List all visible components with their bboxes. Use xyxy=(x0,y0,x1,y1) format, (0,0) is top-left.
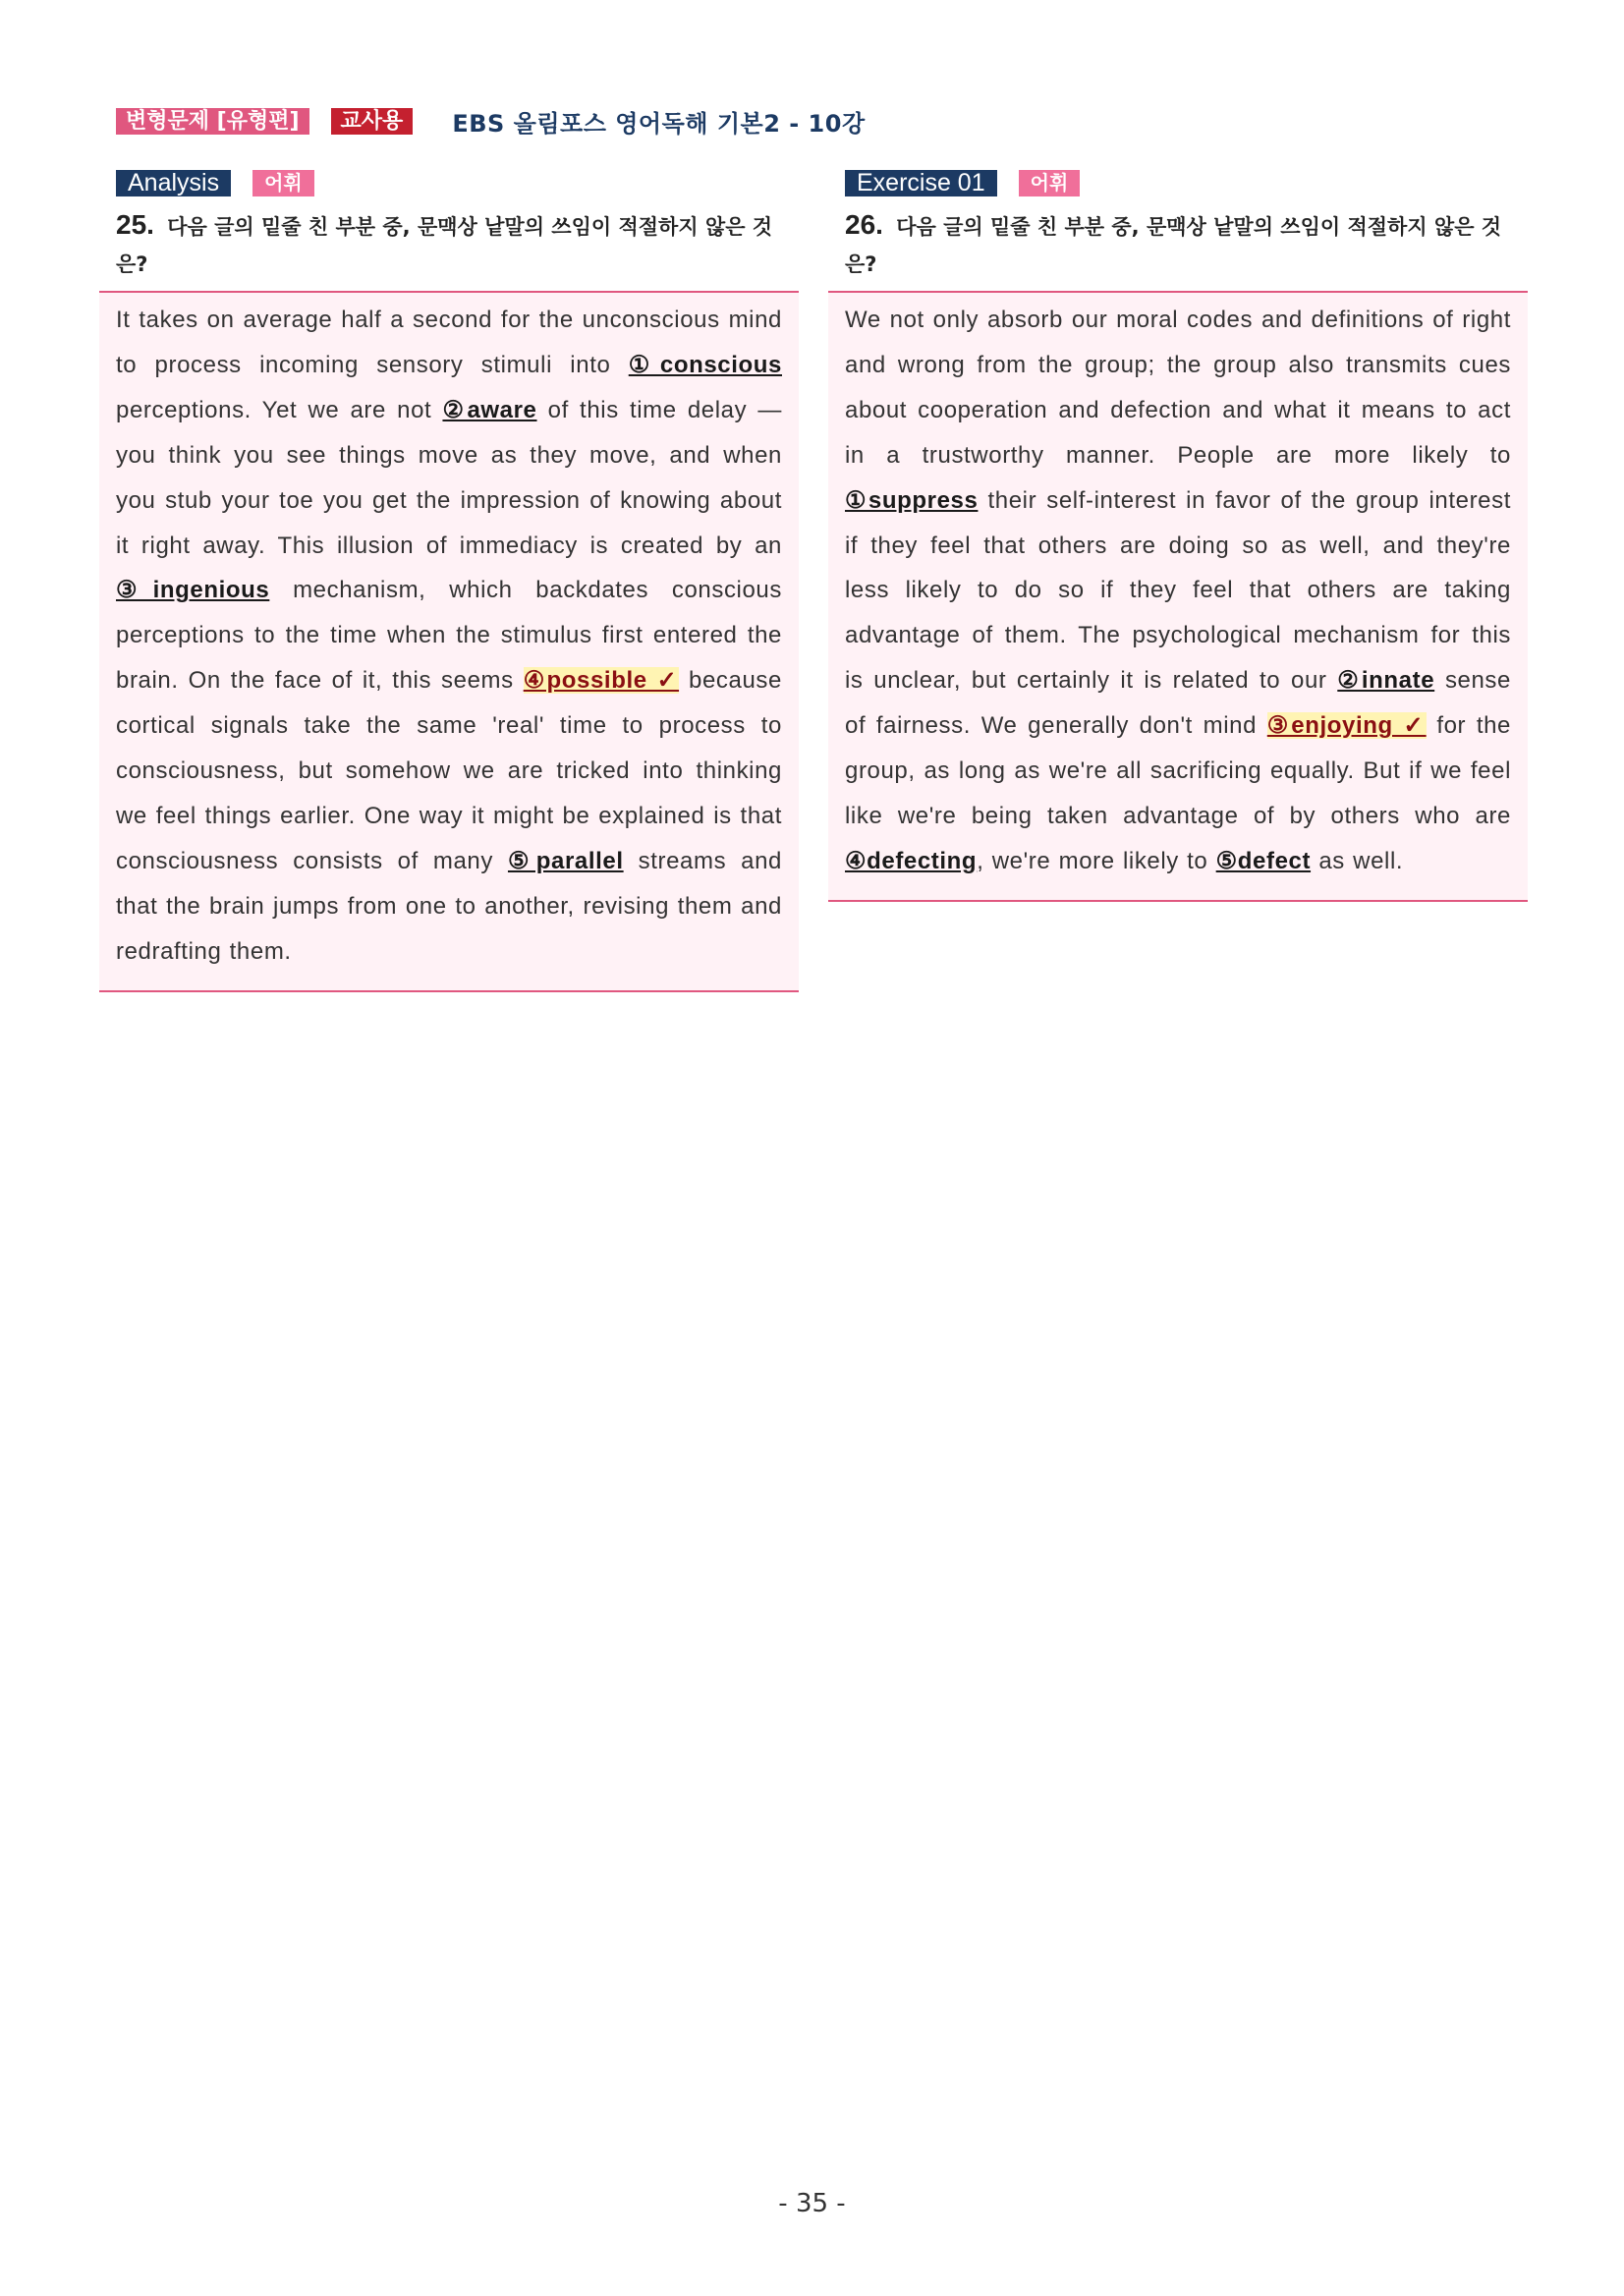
underlined-word: ③ingenious xyxy=(116,577,270,604)
answer-underlined-word: ④possible ✓ xyxy=(523,667,680,695)
teacher-edition-tag: 교사용 xyxy=(331,108,414,135)
passage-text xyxy=(116,298,782,975)
underlined-word: ⑤parallel xyxy=(507,847,624,874)
passage-box xyxy=(828,291,1528,902)
passage-segment: We not only absorb our moral codes and definitions of right and wrong from the group; the group also transmits cues about cooperation and defection and what it means to act in a trustworthy manner. People are more likely to xyxy=(845,307,1511,469)
passage-segment: sense of fairness. We generally don't mind xyxy=(845,667,1511,740)
question-number: 25. xyxy=(116,209,154,240)
passage-segment: mechanism, which backdates conscious perceptions to the time when the stimulus first entered the brain. On the face of it, this seems xyxy=(116,577,782,695)
question-26-column xyxy=(828,169,1528,902)
underlined-word: ①conscious xyxy=(628,351,782,378)
question-prompt xyxy=(845,206,1528,281)
passage-segment: for the group, as long as we're all sacrificing equally. But if we feel like we're being taken advantage of by others who are xyxy=(845,712,1511,829)
question-text: 다음 글의 밑줄 친 부분 중, 문맥상 낱말의 쓰임이 적절하지 않은 것은? xyxy=(116,215,773,276)
question-prompt xyxy=(116,206,799,281)
underlined-word: ②innate xyxy=(1337,667,1435,695)
passage-segment: perceptions. Yet we are not xyxy=(116,396,443,423)
section-labels xyxy=(845,169,1528,196)
question-25-column xyxy=(99,169,799,992)
answer-underlined-word: ③enjoying ✓ xyxy=(1266,712,1427,740)
underlined-word: ⑤defect xyxy=(1215,847,1312,874)
passage-segment: of this time delay — you think you see things move as they move, and when you stub your toe you get the impression of knowing about it right away. This illusion of immediacy is created by an xyxy=(116,396,782,559)
passage-segment: their self-interest in favor of the group interest if they feel that others are doing so as well, and they're less likely to do so if they feel that others are taking advantage of them. The psychological mechanism for this is unclear, but certainly it is related to our xyxy=(845,486,1511,695)
passage-segment: because cortical signals take the same 'real' time to process to consciousness, but somehow we are tricked into thinking we feel things earlier. One way it might be explained is that consciousness consists of many xyxy=(116,667,782,874)
page-header xyxy=(116,106,866,136)
underlined-word: ④defecting xyxy=(845,847,978,874)
passage-text xyxy=(845,298,1511,884)
passage-segment: streams and that the brain jumps from one to another, revising them and redrafting them. xyxy=(116,847,782,965)
underlined-word: ①suppress xyxy=(845,486,979,514)
variant-problem-tag: 변형문제 [유형편] xyxy=(116,108,309,135)
series-title: EBS 올림포스 영어독해 기본2 - 10강 xyxy=(452,109,866,138)
question-text: 다음 글의 밑줄 친 부분 중, 문맥상 낱말의 쓰임이 적절하지 않은 것은? xyxy=(845,215,1502,276)
exercise-label: Exercise 01 xyxy=(845,170,997,196)
underlined-word: ②aware xyxy=(442,396,537,423)
vocabulary-label: 어휘 xyxy=(252,170,314,196)
passage-box xyxy=(99,291,799,992)
question-number: 26. xyxy=(845,209,883,240)
passage-segment: It takes on average half a second for the unconscious mind to process incoming sensory stimuli into xyxy=(116,307,782,378)
vocabulary-label: 어휘 xyxy=(1019,170,1081,196)
section-labels xyxy=(116,169,799,196)
passage-segment: as well. xyxy=(1311,847,1404,874)
passage-segment: , we're more likely to xyxy=(977,847,1216,874)
analysis-label: Analysis xyxy=(116,170,231,196)
page-number: - 35 - xyxy=(778,2189,846,2218)
